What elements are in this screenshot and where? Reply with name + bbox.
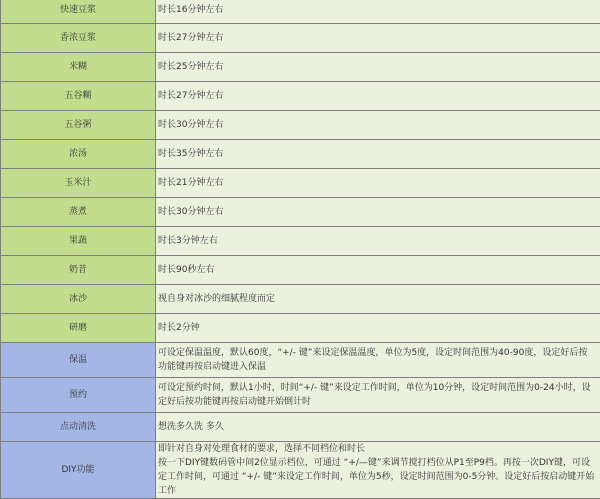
mode-name: 保温	[1, 343, 156, 378]
mode-name: 预约	[1, 378, 156, 413]
table-row	[1, 0, 600, 24]
table-row	[1, 24, 600, 53]
mode-name: 香浓豆浆	[1, 24, 156, 53]
table-row	[1, 82, 600, 111]
mode-description: 时长35分钟左右	[156, 140, 600, 169]
mode-description: 时长90秒左右	[156, 256, 600, 285]
mode-name: 蒸煮	[1, 198, 156, 227]
mode-name: 果蔬	[1, 227, 156, 256]
table-row	[1, 140, 600, 169]
table-row	[1, 285, 600, 314]
mode-name: 浓汤	[1, 140, 156, 169]
mode-description: 想洗多久洗 多久	[156, 413, 600, 442]
table-row	[1, 198, 600, 227]
mode-name: 米糊	[1, 53, 156, 82]
mode-description: 时长27分钟左右	[156, 24, 600, 53]
table-row	[1, 256, 600, 285]
mode-description: 时长21分钟左右	[156, 169, 600, 198]
table-row	[1, 111, 600, 140]
mode-name: 点动清洗	[1, 413, 156, 442]
table-row	[1, 53, 600, 82]
mode-description: 即针对自身对处理食材的要求，选择不同档位和时长 按一下DIY键数码管中间2位显示档位，可通过 “+/—键”来调节搅打档位从P1至P9档。再按一次DIY键，可设定工作时间，可通过 “+/- 键”来设定工作时间，单位为5秒，设定时间范围为0-5分钟。设定好后按启动键开始工作	[156, 442, 600, 499]
mode-description: 时长2分钟	[156, 314, 600, 343]
mode-description: 时长30分钟左右	[156, 111, 600, 140]
mode-name: 快速豆浆	[1, 0, 156, 24]
mode-description: 可设定保温温度，默认60度，“+/- 键”来设定保温温度，单位为5度，设定时间范围为40-90度，设定好后按功能键再按启动键进入保温	[156, 343, 600, 378]
table-row	[1, 169, 600, 198]
mode-description: 时长3分钟左右	[156, 227, 600, 256]
table-row	[1, 343, 600, 378]
table-row	[1, 227, 600, 256]
table-row	[1, 413, 600, 442]
table-row	[1, 314, 600, 343]
mode-name: 五谷糊	[1, 82, 156, 111]
table-row	[1, 442, 600, 499]
mode-description: 可设定预约时间，默认1小时，时间“+/- 键”来设定工作时间，单位为10分钟，设定时间范围为0-24小时，设定好后按功能键再按启动键开始倒计时	[156, 378, 600, 413]
mode-name: 五谷粥	[1, 111, 156, 140]
table-row	[1, 378, 600, 413]
mode-description: 时长16分钟左右	[156, 0, 600, 24]
mode-name: 冰沙	[1, 285, 156, 314]
mode-name: 研磨	[1, 314, 156, 343]
mode-description: 时长30分钟左右	[156, 198, 600, 227]
mode-name: 玉米汁	[1, 169, 156, 198]
mode-name: 奶昔	[1, 256, 156, 285]
mode-name: DIY功能	[1, 442, 156, 499]
mode-description: 时长25分钟左右	[156, 53, 600, 82]
mode-description: 时长27分钟左右	[156, 82, 600, 111]
mode-description: 视自身对冰沙的细腻程度而定	[156, 285, 600, 314]
